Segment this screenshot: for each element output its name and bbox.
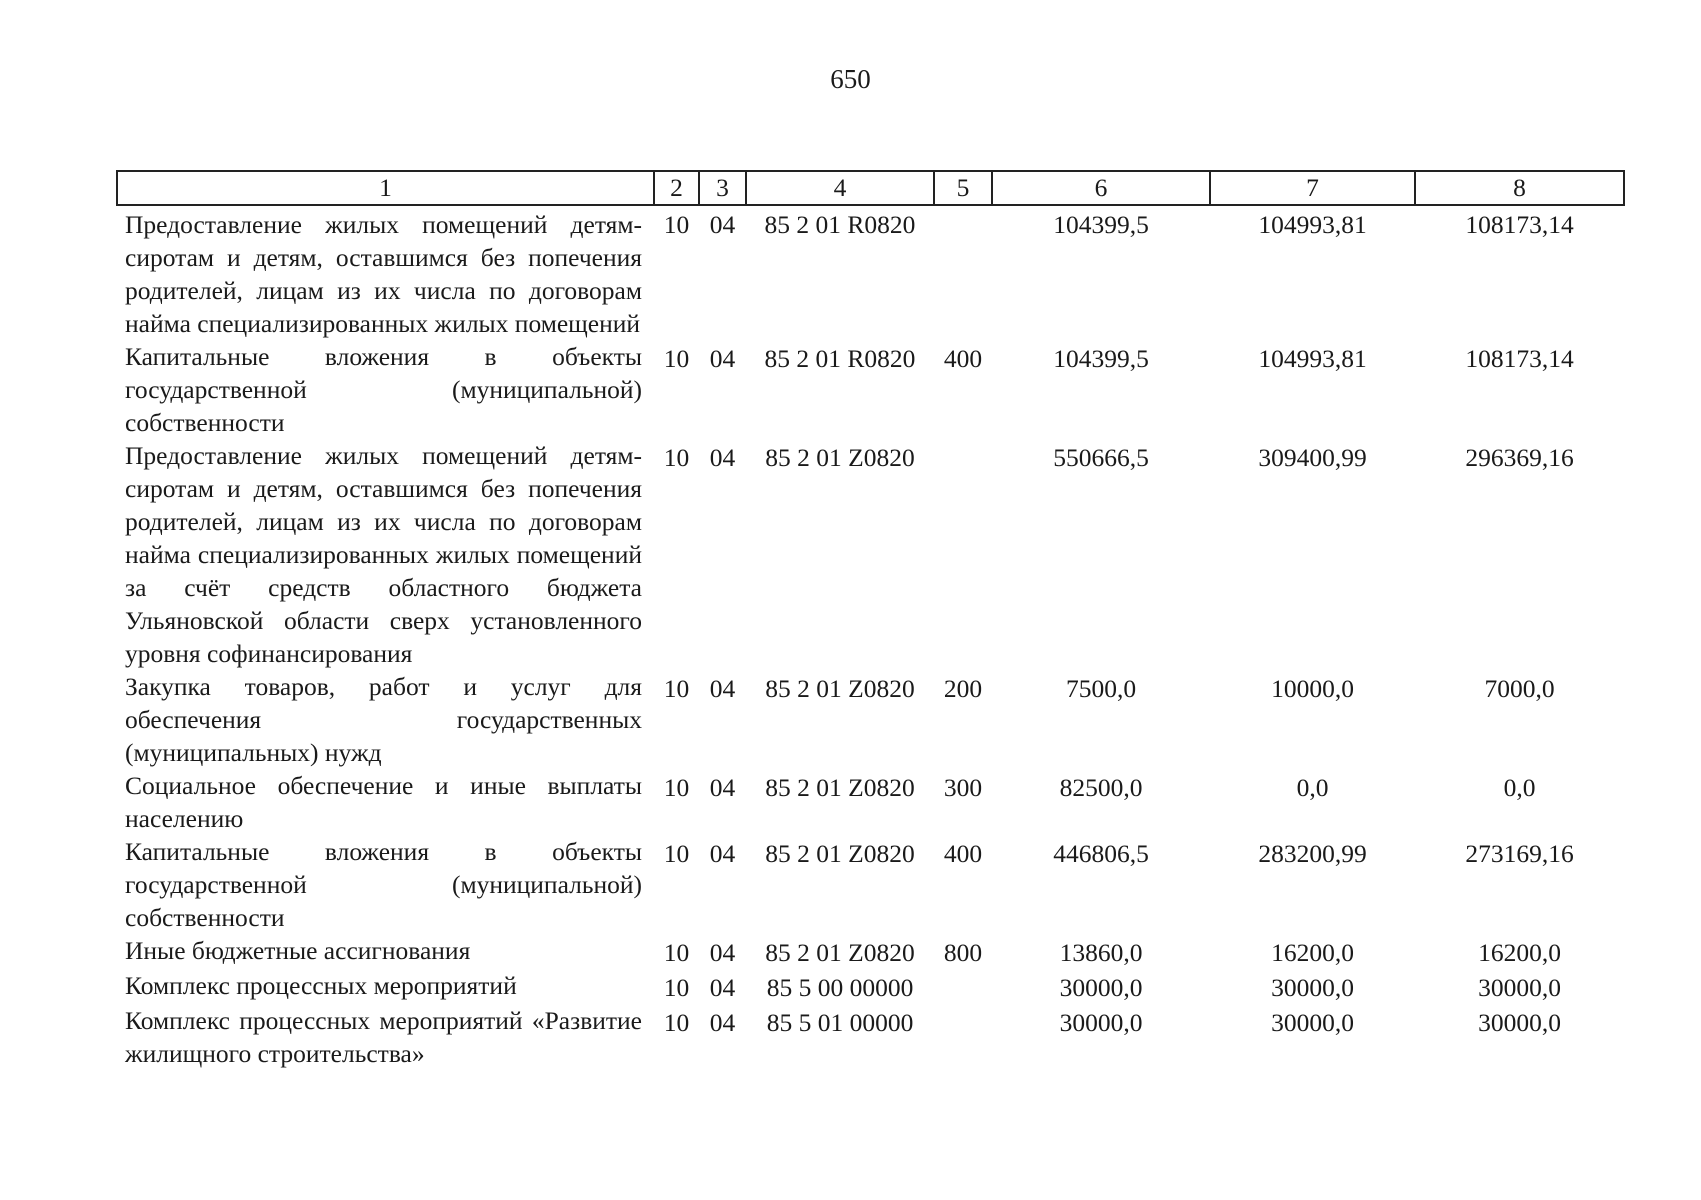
row-expense-type [934, 205, 992, 340]
column-header-4: 4 [746, 171, 934, 205]
row-amount-6: 104399,5 [1053, 210, 1149, 239]
column-header-5: 5 [934, 171, 992, 205]
table-row [117, 934, 1624, 969]
row-expense-type: 200 [943, 674, 983, 703]
row-amount-6: 82500,0 [1059, 773, 1143, 802]
table-row [117, 205, 1624, 340]
row-amount-7: 16200,0 [1271, 938, 1354, 967]
row-amount-7: 30000,0 [1271, 1008, 1354, 1037]
row-section: 10 [663, 938, 690, 967]
row-target-code: 85 2 01 R0820 [764, 210, 916, 239]
row-amount-8: 7000,0 [1484, 674, 1555, 703]
table-row [117, 439, 1624, 670]
row-subsection: 04 [709, 210, 736, 239]
row-amount-8: 108173,14 [1465, 344, 1574, 373]
row-expense-type [934, 439, 992, 670]
table-row [117, 670, 1624, 769]
row-amount-6: 30000,0 [1059, 1008, 1143, 1037]
row-subsection: 04 [709, 674, 736, 703]
row-subsection: 04 [709, 839, 736, 868]
row-section: 10 [663, 973, 690, 1002]
row-section: 10 [663, 443, 690, 472]
row-amount-6: 30000,0 [1059, 973, 1143, 1002]
column-header-3: 3 [699, 171, 746, 205]
row-name: Предоставление жилых помещений детям-сиротам и детям, оставшимся без попечения родителей, лицам из их числа по договорам найма специализированных жилых помещений [125, 210, 642, 338]
table-row [117, 969, 1624, 1004]
row-amount-6: 446806,5 [1053, 839, 1149, 868]
row-name: Закупка товаров, работ и услуг для обеспечения государственных (муниципальных) нужд [125, 672, 642, 767]
row-subsection: 04 [709, 973, 736, 1002]
column-header-6: 6 [992, 171, 1210, 205]
table-header-row [117, 171, 1624, 205]
row-subsection: 04 [709, 938, 736, 967]
column-header-1: 1 [117, 171, 654, 205]
row-target-code: 85 2 01 R0820 [764, 344, 916, 373]
row-name: Комплекс процессных мероприятий «Развитие жилищного строительства» [125, 1006, 642, 1068]
row-amount-6: 104399,5 [1053, 344, 1149, 373]
row-amount-8: 273169,16 [1465, 839, 1574, 868]
row-amount-7: 283200,99 [1258, 839, 1367, 868]
row-amount-8: 30000,0 [1478, 973, 1561, 1002]
row-amount-6: 13860,0 [1059, 938, 1143, 967]
row-section: 10 [663, 839, 690, 868]
row-name: Предоставление жилых помещений детям-сиротам и детям, оставшимся без попечения родителей, лицам из их числа по договорам найма специализированных жилых помещений за счёт средств областного бюджета Ульяновской области сверх установленного уровня софинансирования [125, 441, 642, 668]
page-number: 650 [830, 64, 871, 94]
row-section: 10 [663, 210, 690, 239]
row-section: 10 [663, 344, 690, 373]
row-amount-7: 30000,0 [1271, 973, 1354, 1002]
row-section: 10 [663, 1008, 690, 1037]
row-section: 10 [663, 674, 690, 703]
row-amount-8: 108173,14 [1465, 210, 1574, 239]
row-subsection: 04 [709, 1008, 736, 1037]
row-target-code: 85 2 01 Z0820 [765, 674, 915, 703]
row-expense-type [934, 969, 992, 1004]
column-header-8: 8 [1415, 171, 1624, 205]
row-target-code: 85 5 00 00000 [766, 973, 914, 1002]
row-subsection: 04 [709, 443, 736, 472]
row-name: Капитальные вложения в объекты государственной (муниципальной) собственности [125, 342, 642, 437]
row-name: Иные бюджетные ассигнования [125, 936, 471, 965]
row-target-code: 85 2 01 Z0820 [765, 773, 915, 802]
table-row [117, 1004, 1624, 1070]
column-header-2: 2 [654, 171, 699, 205]
row-amount-7: 309400,99 [1258, 443, 1367, 472]
budget-table [116, 170, 1625, 1070]
row-subsection: 04 [709, 773, 736, 802]
table-row [117, 340, 1624, 439]
table-row [117, 769, 1624, 835]
row-name: Комплекс процессных мероприятий [125, 971, 517, 1000]
row-amount-7: 10000,0 [1271, 674, 1354, 703]
row-amount-6: 550666,5 [1053, 443, 1149, 472]
row-amount-8: 30000,0 [1478, 1008, 1561, 1037]
row-name: Капитальные вложения в объекты государственной (муниципальной) собственности [125, 837, 642, 932]
row-target-code: 85 5 01 00000 [766, 1008, 914, 1037]
row-target-code: 85 2 01 Z0820 [765, 443, 915, 472]
row-amount-8: 16200,0 [1478, 938, 1561, 967]
row-amount-6: 7500,0 [1065, 674, 1137, 703]
row-target-code: 85 2 01 Z0820 [765, 938, 915, 967]
row-name: Социальное обеспечение и иные выплаты населению [125, 771, 642, 833]
row-amount-7: 0,0 [1296, 773, 1329, 802]
row-amount-7: 104993,81 [1258, 210, 1367, 239]
row-expense-type: 300 [943, 773, 983, 802]
column-header-7: 7 [1210, 171, 1415, 205]
row-target-code: 85 2 01 Z0820 [765, 839, 915, 868]
row-expense-type: 800 [943, 938, 983, 967]
row-amount-8: 0,0 [1503, 773, 1536, 802]
row-amount-7: 104993,81 [1258, 344, 1367, 373]
row-expense-type: 400 [943, 344, 983, 373]
table-row [117, 835, 1624, 934]
row-subsection: 04 [709, 344, 736, 373]
row-section: 10 [663, 773, 690, 802]
row-expense-type [934, 1004, 992, 1070]
row-amount-8: 296369,16 [1465, 443, 1574, 472]
row-expense-type: 400 [943, 839, 983, 868]
